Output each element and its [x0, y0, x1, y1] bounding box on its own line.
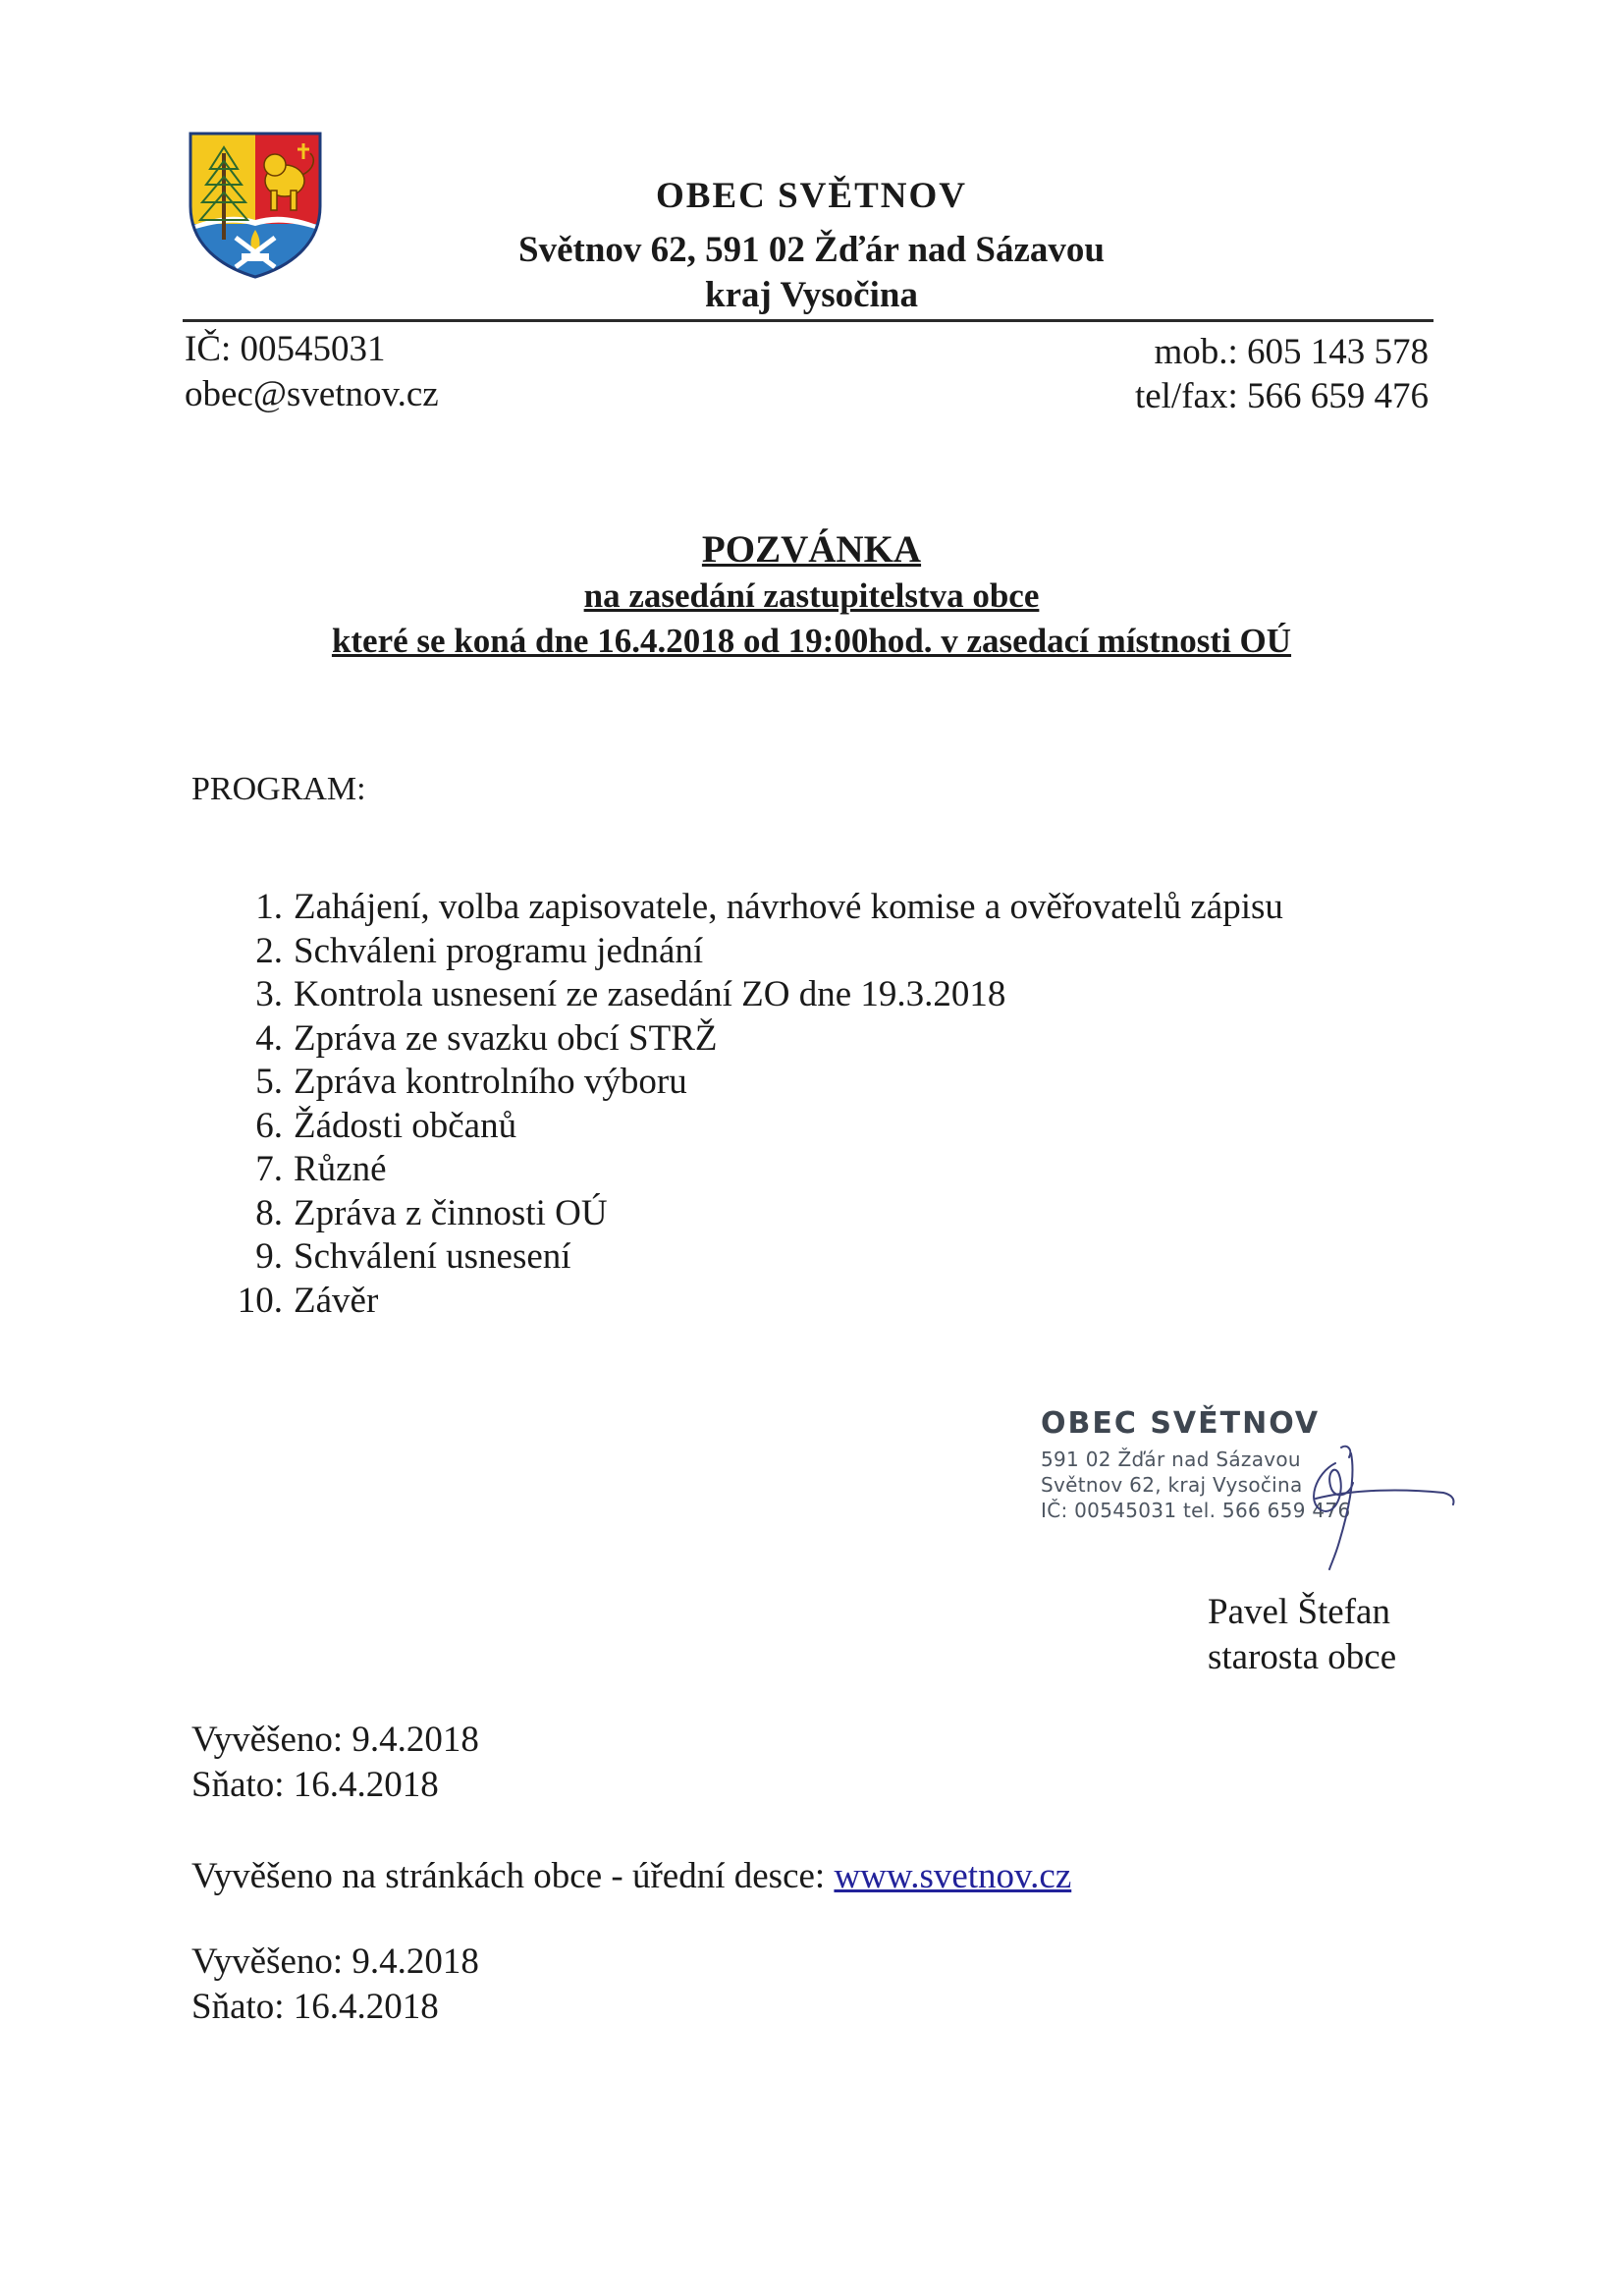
list-item: [216, 1192, 1283, 1236]
item-number: 1.: [255, 887, 283, 927]
org-address: Světnov 62, 591 02 Žďár nad Sázavou: [518, 230, 1105, 270]
org-name: OBEC SVĚTNOV: [656, 176, 967, 216]
item-number: 8.: [255, 1192, 283, 1233]
invitation-subtitle: na zasedání zastupitelstva obce: [583, 576, 1040, 615]
list-item: [216, 1017, 1283, 1062]
item-number: 5.: [255, 1062, 283, 1102]
removed-date-1: Sňato: 16.4.2018: [191, 1765, 439, 1805]
item-number: 9.: [255, 1236, 283, 1277]
list-item: [216, 1061, 1283, 1105]
item-number: 2.: [255, 930, 283, 971]
list-item: [216, 973, 1283, 1017]
item-number: 10.: [237, 1280, 283, 1321]
item-text: Závěr: [294, 1280, 379, 1321]
list-item: [216, 1148, 1283, 1192]
org-telfax: tel/fax: 566 659 476: [1134, 376, 1429, 416]
list-item: [216, 930, 1283, 974]
org-ico: IČ: 00545031: [185, 329, 386, 369]
invitation-title: POZVÁNKA: [701, 528, 922, 571]
stamp-line-2: Světnov 62, kraj Vysočina: [1041, 1473, 1303, 1497]
program-label: PROGRAM:: [191, 771, 366, 807]
agenda-list: [216, 886, 1283, 1323]
posted-date-1: Vyvěšeno: 9.4.2018: [191, 1720, 479, 1760]
item-number: 4.: [255, 1017, 283, 1059]
item-text: Zahájení, volba zapisovatele, návrhové komise a ověřovatelů zápisu: [294, 887, 1283, 927]
item-text: Kontrola usnesení ze zasedání ZO dne 19.3.2018: [294, 974, 1006, 1014]
stamp-title: OBEC SVĚTNOV: [1041, 1406, 1321, 1441]
signatory-role: starosta obce: [1208, 1637, 1397, 1677]
item-text: Žádosti občanů: [294, 1105, 517, 1146]
posted-date-2: Vyvěšeno: 9.4.2018: [191, 1941, 479, 1982]
item-number: 7.: [255, 1149, 283, 1189]
item-text: Zpráva kontrolního výboru: [294, 1062, 687, 1102]
item-text: Různé: [294, 1149, 387, 1189]
org-email: obec@svetnov.cz: [185, 374, 439, 414]
stamp-line-1: 591 02 Žďár nad Sázavou: [1041, 1448, 1301, 1471]
org-mobile: mob.: 605 143 578: [1154, 332, 1429, 372]
item-text: Schváleni programu jednání: [294, 930, 704, 971]
signatory-name: Pavel Štefan: [1208, 1592, 1390, 1632]
list-item: [216, 1235, 1283, 1280]
removed-date-2: Sňato: 16.4.2018: [191, 1987, 439, 2027]
signature-icon: [1276, 1434, 1473, 1581]
list-item: [216, 886, 1283, 930]
web-posting-label: Vyvěšeno na stránkách obce - úřední desce:: [191, 1856, 835, 1896]
item-number: 6.: [255, 1105, 283, 1146]
list-item: [216, 1280, 1283, 1324]
item-text: Schválení usnesení: [294, 1236, 571, 1277]
website-link[interactable]: www.svetnov.cz: [834, 1856, 1072, 1896]
item-number: 3.: [255, 974, 283, 1014]
list-item: [216, 1105, 1283, 1149]
header-divider: [183, 319, 1434, 322]
invitation-date-place: které se koná dne 16.4.2018 od 19:00hod. v zasedací místnosti OÚ: [331, 622, 1292, 660]
web-posting-line: [191, 1855, 1071, 1897]
stamp-line-3: IČ: 00545031 tel. 566 659 476: [1041, 1499, 1351, 1522]
item-text: Zpráva ze svazku obcí STRŽ: [294, 1017, 718, 1059]
org-region: kraj Vysočina: [705, 275, 918, 315]
item-text: Zpráva z činnosti OÚ: [294, 1192, 608, 1233]
